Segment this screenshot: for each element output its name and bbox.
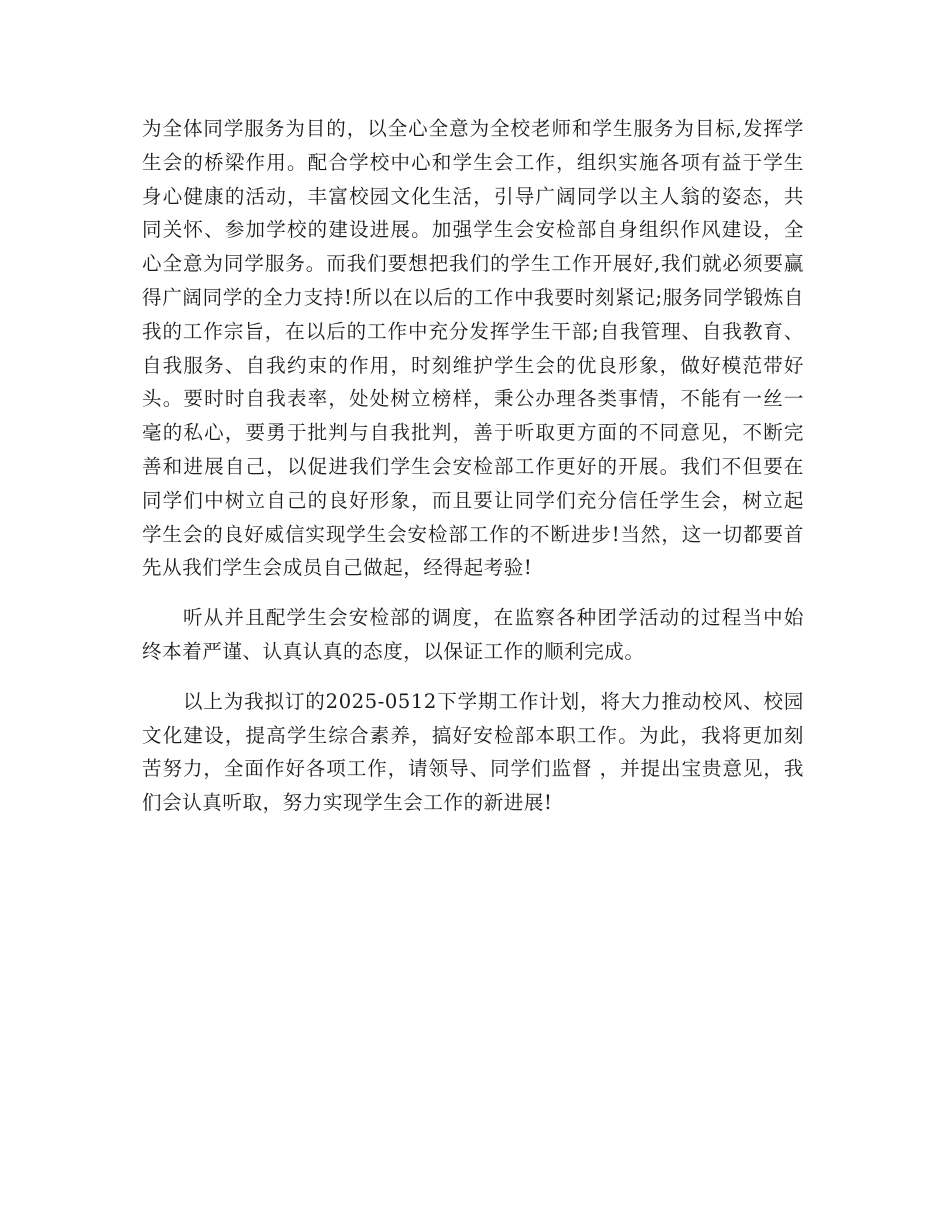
paragraph-1: 为全体同学服务为目的，以全心全意为全校老师和学生服务为目标,发挥学生会的桥梁作用。配合学校中心和学生会工作，组织实施各项有益于学生身心健康的活动，丰富校园文化生活，引导广阔同学以主人翁的姿态，共同关怀、参加学校的建设进展。加强学生会安检部自身组织作风建设，全心全意为同学服务。而我们要想把我们的学生工作开展好,我们就必须要赢得广阔同学的全力支持!所以在以后的工作中我要时刻紧记;服务同学锻炼自我的工作宗旨，在以后的工作中充分发挥学生干部;自我管理、自我教育、自我服务、自我约束的作用，时刻维护学生会的优良形象，做好模范带好头。要时时自我表率，处处树立榜样，秉公办理各类事情，不能有一丝一毫的私心，要勇于批判与自我批判，善于听取更方面的不同意见，不断完善和进展自己，以促进我们学生会安检部工作更好的开展。我们不但要在同学们中树立自己的良好形象，而且要让同学们充分信任学生会，树立起学生会的良好威信实现学生会安检部工作的不断进步!当然，这一切都要首先从我们学生会成员自己做起，经得起考验! — [142, 117, 804, 580]
paragraph-2: 听从并且配学生会安检部的调度，在监察各种团学活动的过程当中始终本着严谨、认真认真的态度，以保证工作的顺利完成。 — [142, 606, 804, 663]
document-body — [142, 112, 804, 820]
paragraph-3: 以上为我拟订的2025-0512下学期工作计划，将大力推动校风、校园文化建设，提高学生综合素养，搞好安检部本职工作。为此，我将更加刻苦努力，全面作好各项工作，请领导、同学们监督 ，并提出宝贵意见，我们会认真听取，努力实现学生会工作的新进展! — [142, 689, 804, 815]
